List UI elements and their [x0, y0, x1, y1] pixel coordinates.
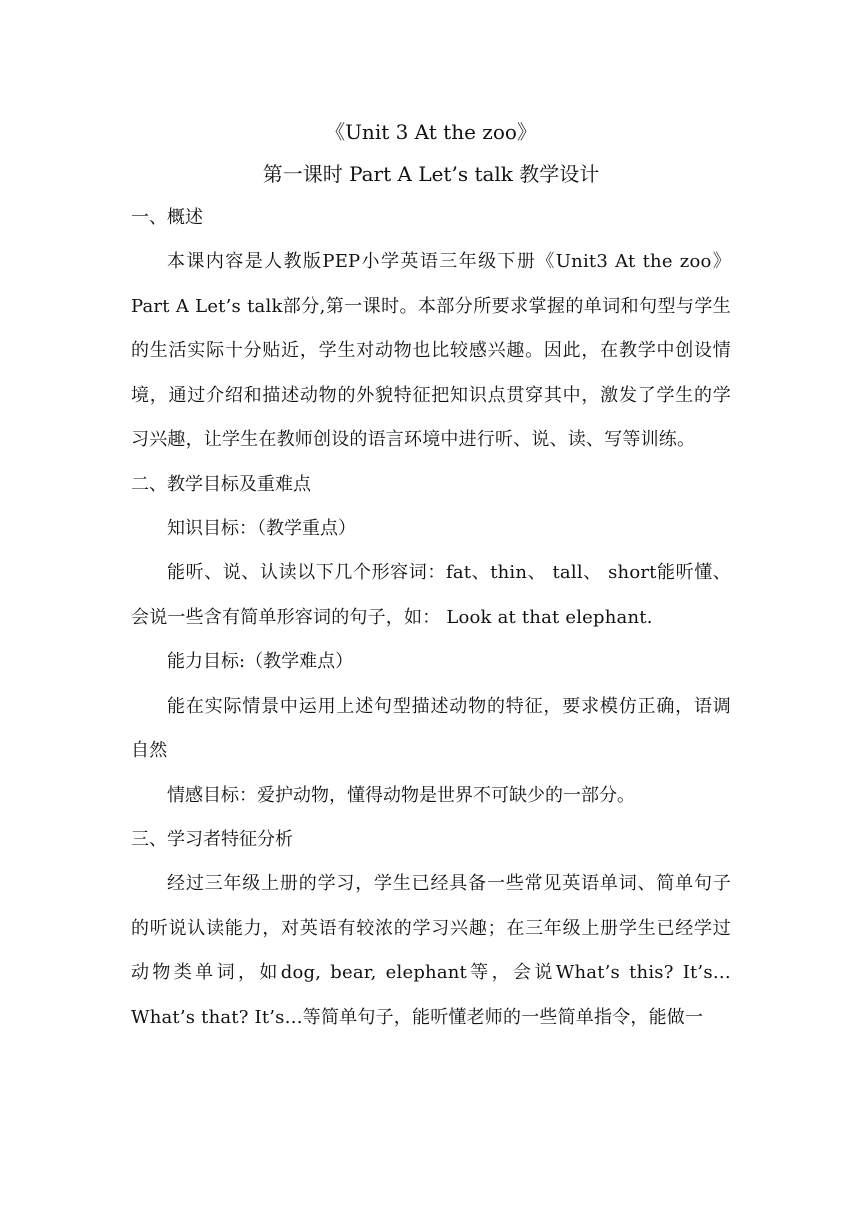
ability-goal-text: 能在实际情景中运用上述句型描述动物的特征，要求模仿正确，语调自然	[131, 695, 731, 761]
learners-paragraph: 经过三年级上册的学习，学生已经具备一些常见英语单词、简单句子的听说认读能力，对英语有较浓的学习兴趣；在三年级上册学生已经学过动物类单词，如dog, bear, elephant等，会说What’s this? It’s… What’s that? It’s…等简单句子，能听懂老师的一些简单指令，能做一	[131, 873, 731, 1028]
document-body	[131, 112, 731, 1040]
emotion-goal-text: 情感目标：爱护动物，懂得动物是世界不可缺少的一部分。	[167, 784, 635, 806]
overview-paragraph: 本课内容是人教版PEP小学英语三年级下册《Unit3 At the zoo》Part A Let’s talk部分,第一课时。本部分所要求掌握的单词和句型与学生的生活实际十分贴近，学生对动物也比较感兴趣。因此，在教学中创设情境，通过介绍和描述动物的外貌特征把知识点贯穿其中，激发了学生的学习兴趣，让学生在教师创设的语言环境中进行听、说、读、写等训练。	[131, 251, 731, 450]
section-heading-overview: 一、概述	[131, 207, 203, 228]
section-heading-learners: 三、学习者特征分析	[131, 829, 293, 850]
knowledge-goal-text: 能听、说、认读以下几个形容词：fat、thin、 tall、 short能听懂、会说一些含有简单形容词的句子，如： Look at that elephant.	[131, 562, 731, 628]
ability-goal-label: 能力目标:（教学难点）	[167, 651, 354, 672]
document-subtitle: 第一课时 Part A Let’s talk 教学设计	[262, 162, 600, 186]
section-heading-objectives: 二、教学目标及重难点	[131, 473, 311, 495]
document-title: 《Unit 3 At the zoo》	[325, 120, 537, 144]
knowledge-goal-label: 知识目标：（教学重点）	[167, 517, 356, 539]
